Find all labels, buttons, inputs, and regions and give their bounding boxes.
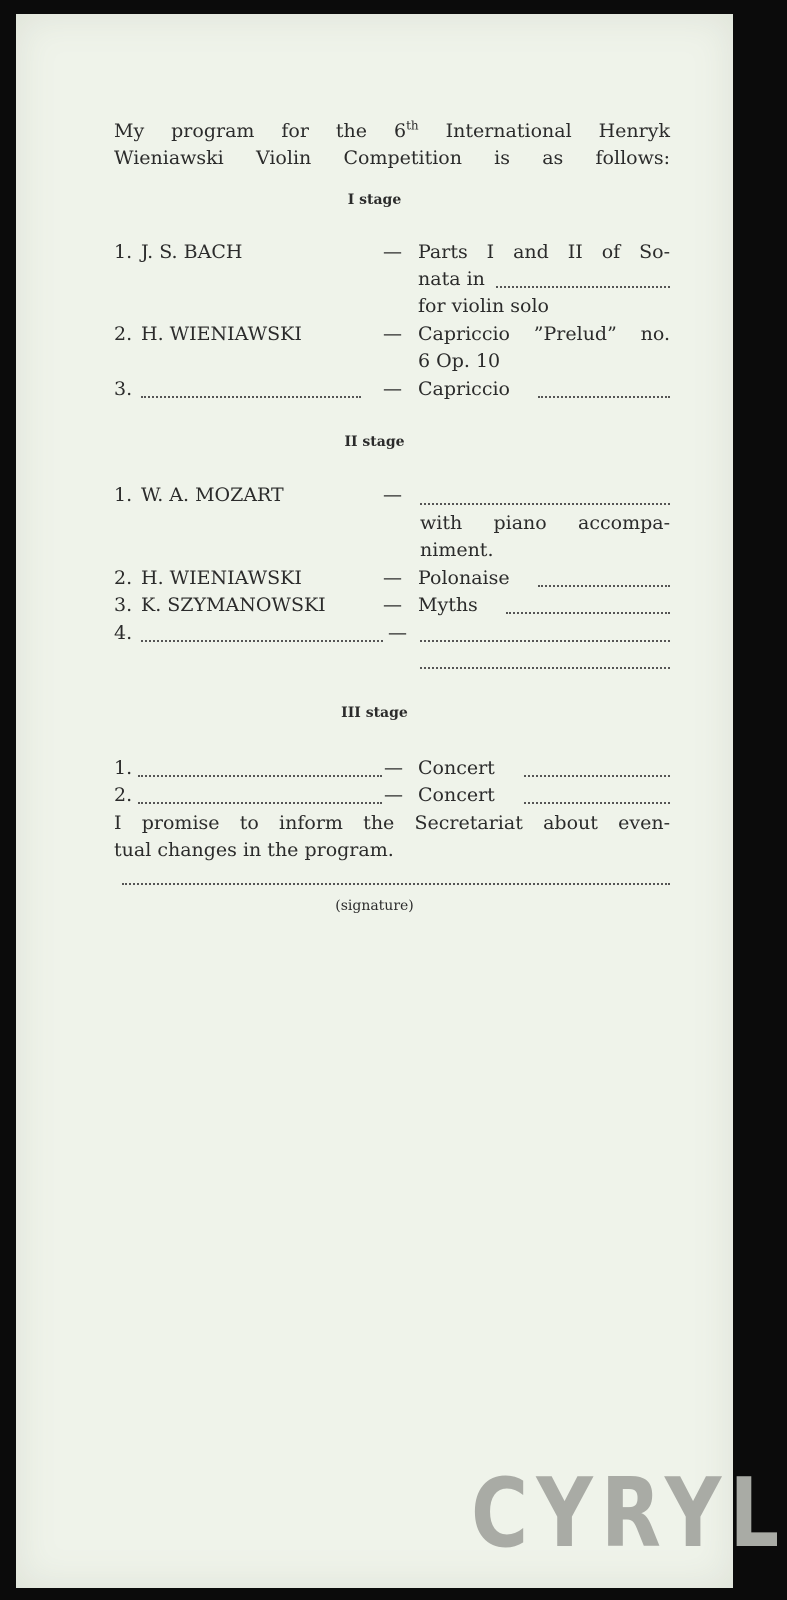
stage-2-item-1-composer: W. A. MOZART (141, 484, 284, 506)
stage-1-item-3-number: 3. (114, 378, 133, 400)
stage-1-heading: I stage (347, 192, 402, 208)
stage-1-item-1-work-line-1: Parts I and II of So- (418, 241, 670, 263)
fill-in-line[interactable] (496, 286, 670, 288)
fill-in-line[interactable] (420, 503, 670, 505)
stage-1-item-2-dash: — (383, 323, 402, 345)
stage-1-item-1-composer: J. S. BACH (141, 241, 243, 263)
fill-in-line[interactable] (138, 802, 382, 804)
stage-2-item-1-number: 1. (114, 484, 133, 506)
stage-3-item-2-dash: — (384, 784, 403, 806)
stage-2-item-2-composer: H. WIENIAWSKI (141, 567, 302, 589)
cyryl-watermark: CYRYL (471, 1459, 787, 1569)
stage-1-item-1-dash: — (383, 241, 402, 263)
signature-label: (signature) (335, 898, 414, 914)
stage-3-heading: III stage (341, 705, 408, 721)
stage-3-item-1-work: Concert (418, 757, 495, 779)
stage-2-item-4-number: 4. (114, 622, 133, 644)
stage-1-item-2-work-line-2: 6 Op. 10 (418, 350, 501, 372)
stage-1-item-2-work-line-1: Capriccio ”Prelud” no. (418, 323, 670, 345)
stage-1-item-1-number: 1. (114, 241, 133, 263)
intro-line-1: My program for the 6th International Henryk (114, 118, 670, 142)
stage-2-item-3-number: 3. (114, 594, 133, 616)
stage-2-item-3-composer: K. SZYMANOWSKI (141, 594, 326, 616)
signature-line[interactable] (122, 883, 670, 885)
stage-2-item-2-number: 2. (114, 567, 133, 589)
stage-2-item-2-work: Polonaise (418, 567, 510, 589)
fill-in-line[interactable] (506, 612, 670, 614)
fill-in-line[interactable] (420, 640, 670, 642)
stage-1-item-2-number: 2. (114, 323, 133, 345)
fill-in-line[interactable] (420, 667, 670, 669)
document-page (16, 14, 787, 1588)
fill-in-line[interactable] (538, 585, 670, 587)
stage-1-item-1-work-line-2: nata in (418, 268, 485, 290)
promise-line-1: I promise to inform the Secretariat about even- (114, 812, 670, 834)
stage-1-item-1-work-line-3: for violin solo (418, 295, 549, 317)
stage-1-item-3-dash: — (383, 378, 402, 400)
stage-2-item-4-dash: — (388, 622, 407, 644)
stage-3-item-1-number: 1. (114, 757, 133, 779)
intro-paragraph (114, 118, 670, 172)
stage-2-item-2-dash: — (383, 567, 402, 589)
fill-in-line[interactable] (141, 640, 383, 642)
promise-line-2: tual changes in the program. (114, 839, 394, 861)
fill-in-line[interactable] (538, 396, 670, 398)
stage-2-item-1-work-line-1: with piano accompa- (420, 512, 670, 534)
stage-2-item-3-dash: — (383, 594, 402, 616)
fill-in-line[interactable] (141, 396, 361, 398)
fill-in-line[interactable] (524, 775, 670, 777)
fill-in-line[interactable] (524, 802, 670, 804)
intro-line-2: Wieniawski Violin Competition is as follows: (114, 147, 670, 169)
stage-2-heading: II stage (344, 434, 405, 450)
stage-2-item-3-work: Myths (418, 594, 478, 616)
stage-2-item-1-dash: — (383, 484, 402, 506)
stage-1-item-2-composer: H. WIENIAWSKI (141, 323, 302, 345)
stage-3-item-2-number: 2. (114, 784, 133, 806)
stage-3-item-1-dash: — (384, 757, 403, 779)
stage-3-item-2-work: Concert (418, 784, 495, 806)
stage-2-item-1-work-line-2: niment. (420, 539, 494, 561)
fill-in-line[interactable] (138, 775, 382, 777)
stage-1-item-3-work: Capriccio (418, 378, 510, 400)
